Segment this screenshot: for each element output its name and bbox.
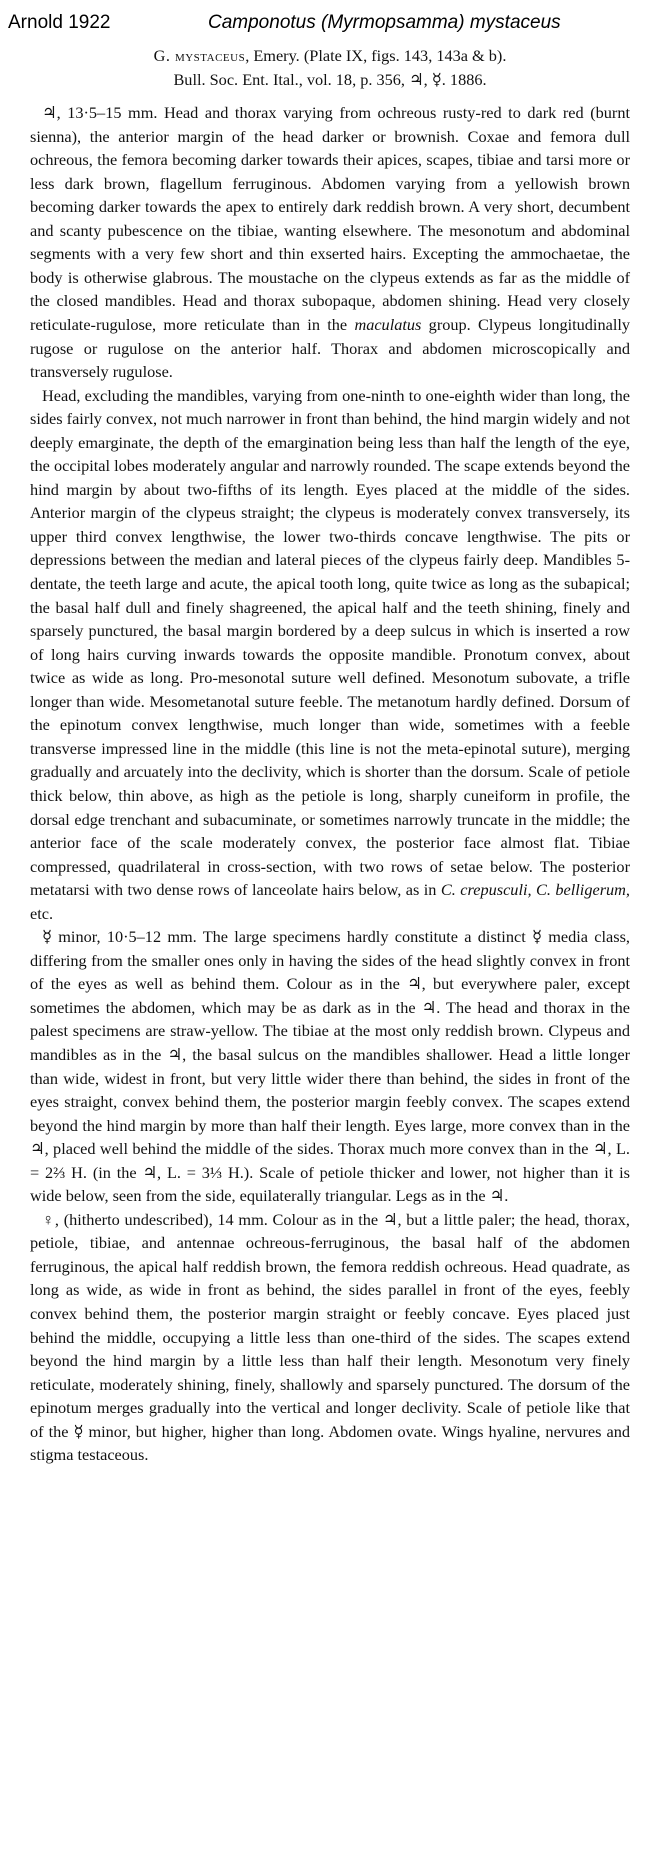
italic-species-names: C. crepusculi, C. belligerum, [440, 880, 630, 900]
paragraph-major-worker-structure [30, 384, 630, 926]
citation-plate: (Plate IX, figs. 143, 143a & b). [303, 46, 507, 65]
citation-reference: Bull. Soc. Ent. Ital., vol. 18, p. 356, ♃, ☿. 1886. [173, 69, 487, 89]
paragraph-female: ♀, (hitherto undescribed), 14 mm. Colour as in the ♃, but a little paler; the head, thorax, petiole, tibiae, and antennae ochreous-ferruginous, the basal half of the abdomen ferruginous, the apical half reddish brown, the femora reddish ochreous. Head quadrate, as long as wide, as wide in front as behind, the sides parallel in front of the eyes, feebly convex behind them, the posterior margin straight or feebly concave. Eyes placed just behind the middle, occupying a little less than one-third of the sides. The scapes extend beyond the hind margin by a little less than half their length. Mesonotum very finely reticulate, moderately shining, finely, shallowly and sparsely punctured. The dorsum of the epinotum merges gradually into the vertical and longer declivity. Scale of petiole like that of the ☿ minor, but higher, higher than long. Abdomen ovate. Wings hyaline, nervures and stigma testaceous. [30, 1209, 630, 1465]
page-header [8, 8, 649, 38]
paragraph-text: group. Clypeus longitudinally rugose or rugulose on the anterior half. Thorax and abdomen microscopically and transversely rugulose. [30, 315, 631, 382]
paragraph-text: Head, excluding the mandibles, varying from one-ninth to one-eighth wider than long, the sides fairly convex, not much narrower in front than behind, the hind margin widely and not deeply emarginate, the depth of the emargination being less than half the length of the eye, the occipital lobes moderately angular and narrowly rounded. The scape extends beyond the hind margin by about two-fifths of its length. Eyes placed at the middle of the sides. Anterior margin of the clypeus straight; the clypeus is moderately convex transversely, its upper third convex lengthwise, the lower two-thirds concave lengthwise. The pits or depressions between the median and lateral pieces of the clypeus fairly deep. Mandibles 5-dentate, the teeth large and acute, the apical tooth long, quite twice as long as the subapical; the basal half dull and finely shagreened, the apical half and the teeth shining, finely and sparsely punctured, the basal margin bordered by a deep sulcus in which is inserted a row of long hairs curving inwards towards the opposite mandible. Pronotum convex, about twice as wide as long. Pro-mesonotal suture well defined. Mesonotum subovate, a trifle longer than wide. Mesometanotal suture feeble. The metanotum hardly defined. Dorsum of the epinotum convex lengthwise, much longer than wide, sometimes with a feeble transverse impressed line in the middle (this line is not the meta-epinotal suture), merging gradually and arcuately into the declivity, which is shorter than the dorsum. Scale of petiole thick below, thin above, as high as the petiole is long, sharply cuneiform in profile, the dorsal edge trenchant and subacuminate, or sometimes narrowly truncate in the middle; the anterior face of the scale moderately convex, the posterior face almost flat. Tibiae compressed, quadrilateral in cross-section, with two rows of setae below. The posterior metatarsi with two dense rows of lanceolate hairs below, as in [30, 385, 630, 900]
header-author-year: Arnold 1922 [8, 12, 111, 33]
paragraph-text: ♃, 13·5–15 mm. Head and thorax varying from ochreous rusty-red to dark red (burnt sienna), the anterior margin of the head darker or brownish. Coxae and femora dull ochreous, the femora becoming darker towards their apices, scapes, tibiae and tarsi more or less dark brown, flagellum ferruginous. Abdomen varying from a yellowish brown becoming darker towards the apex to entirely dark reddish brown. A very short, decumbent and scanty pubescence on the tibiae, wanting elsewhere. The mesonotum and abdominal segments with a very few short and thin exserted hairs. Excepting the ammochaetae, the body is otherwise glabrous. The moustache on the clypeus extends as far as the middle of the closed mandibles. Head and thorax subopaque, abdomen shining. Head very closely reticulate-rugulose, more reticulate than in the [30, 103, 630, 335]
italic-term: maculatus [354, 315, 422, 335]
paragraph-minor-worker: ☿ minor, 10·5–12 mm. The large specimens hardly constitute a distinct ☿ media class, differing from the smaller ones only in having the sides of the head slightly convex in front of the eyes as well as behind them. Colour as in the ♃, but everywhere paler, except sometimes the abdomen, which may be as dark as in the ♃. The head and thorax in the palest specimens are straw-yellow. The tibiae at the most only reddish brown. Clypeus and mandibles as in the ♃, the basal sulcus on the mandibles shallower. Head a little longer than wide, widest in front, but very little wider there than behind, the sides in front of the eyes straight, convex behind them, the posterior margin feebly convex. The scapes extend beyond the hind margin by more than half their length. Eyes large, more convex than in the ♃, placed well behind the middle of the sides. Thorax much more convex than in the ♃, L. = 2⅔ H. (in the ♃, L. = 3⅓ H.). Scale of petiole thicker and lower, not higher than it is wide below, seen from the side, equilaterally triangular. Legs as in the ♃. [30, 927, 630, 1206]
species-abbrev: G. mystaceus [153, 46, 246, 65]
citation-author: , Emery. [245, 46, 300, 65]
document-body [30, 44, 630, 1467]
species-citation [30, 44, 630, 68]
paragraph-text: etc. [30, 903, 54, 923]
header-species-name: Camponotus (Myrmopsamma) mystaceus [208, 12, 561, 33]
paragraph-major-worker-colour [30, 101, 630, 384]
